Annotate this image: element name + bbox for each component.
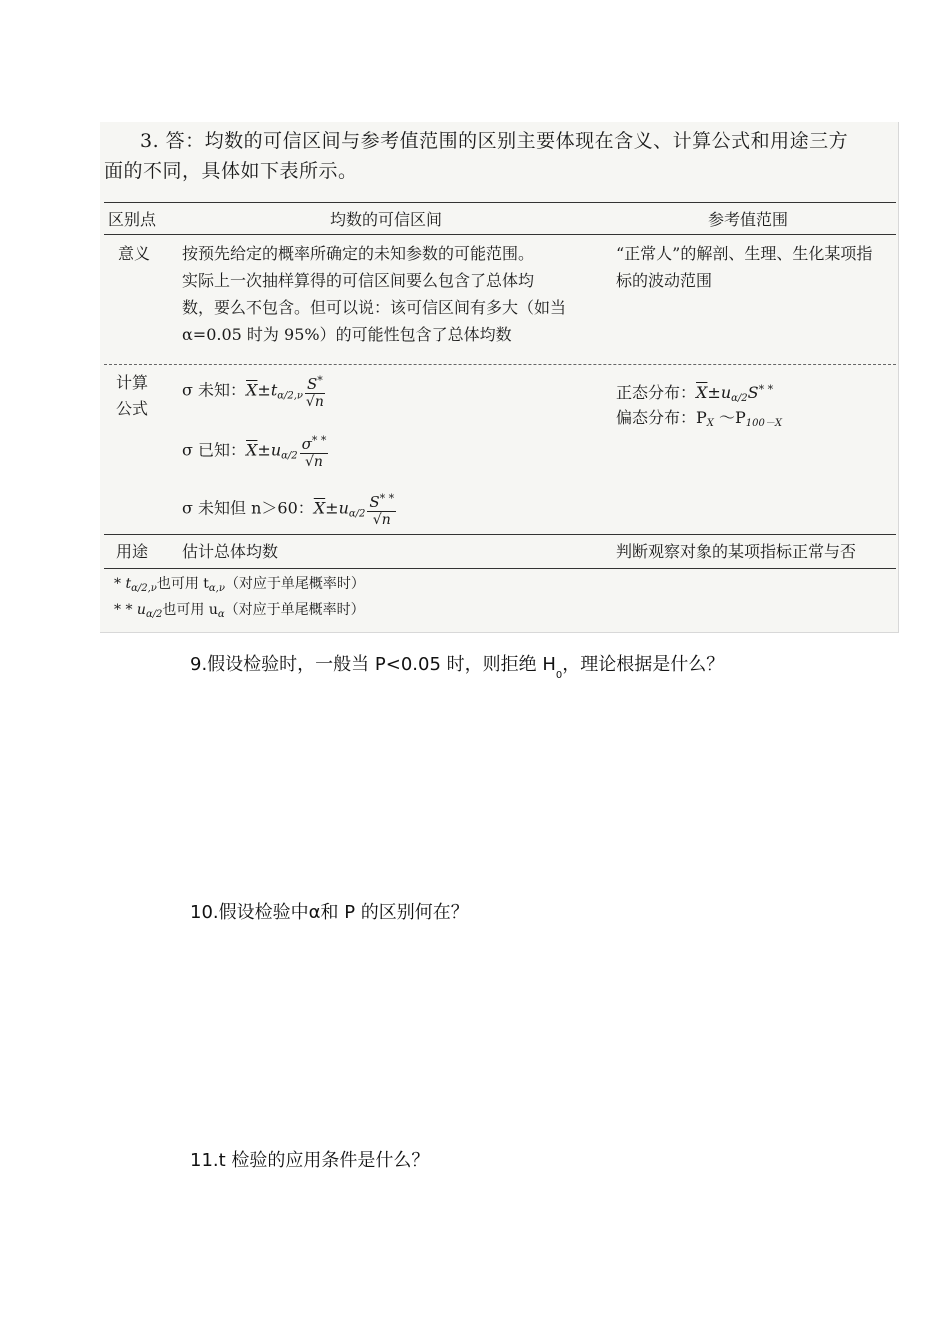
p-subscript: X [706, 418, 714, 429]
p-subscript: 100－X [745, 418, 782, 429]
meaning-row-rule [104, 364, 896, 365]
u-subscript: α/2 [348, 508, 366, 520]
ci-formula-sigma-unknown: σ 未知：$\overline{X}\pm t_{\alpha/2,\nu}$ $\frac{S^*}{√n}$ [182, 374, 324, 410]
meaning-ci-line: α=0.05 时为 95%）的可能性包含了总体均数 [182, 325, 512, 344]
ref-formula-normal: 正态分布：$\overline{X}\pm u_{\alpha/2}S^{* *}$ [616, 383, 774, 404]
footnote-subscript: α [217, 609, 225, 620]
u-subscript: α/2 [281, 450, 298, 462]
ci-formula-sigma-known: σ 已知：$\overline{X}\pm u_{\alpha/2}$ $\frac{\sigma^{* *}}{√n}$ [182, 434, 327, 470]
question-9-text: ，理论根据是什么？ [562, 654, 725, 675]
star-mark: * * [379, 492, 395, 505]
footnote-text: 也可用 u [162, 602, 218, 618]
denominator: √n [372, 512, 391, 528]
meaning-ref-text [616, 240, 896, 294]
meaning-ci-line: 按预先给定的概率所确定的未知参数的可能范围。 [182, 244, 535, 263]
header-rule [104, 234, 896, 235]
footnote-text: 也可用 t [156, 576, 209, 592]
footnote-text: （对应于单尾概率时） [224, 602, 365, 618]
denominator: √n [305, 454, 323, 470]
question-11: 11.t 检验的应用条件是什么？ [190, 1150, 430, 1171]
meaning-ci-line: 实际上一次抽样算得的可信区间要么包含了总体均 [182, 271, 535, 290]
meaning-ci-text [182, 240, 622, 348]
formula-label-line: 公式 [116, 399, 149, 418]
table-top-rule [104, 202, 896, 203]
footnote-mark: * [114, 576, 121, 592]
formula-label-line: 计算 [116, 373, 149, 392]
footnote-subscript: α,ν [208, 583, 225, 594]
skewed-label: 偏态分布：P [616, 408, 707, 427]
footnote-text: （对应于单尾概率时） [224, 576, 365, 592]
header-ci: 均数的可信区间 [330, 210, 443, 229]
ci-formula-large-n: σ 未知但 n＞60：$\overline{X}\pm u_{\alpha/2}$ $\frac{S^{* *}}{√n}$ [182, 492, 395, 528]
header-diff-point: 区别点 [108, 210, 157, 229]
question-9 [190, 650, 724, 681]
answer-intro [104, 126, 896, 186]
question-10: 10.假设检验中α和 P 的区别何在？ [190, 902, 469, 923]
usage-ref-text: 判断观察对象的某项指标正常与否 [616, 542, 857, 561]
footnote-1 [114, 574, 365, 599]
usage-ci-text: 估计总体均数 [182, 542, 279, 561]
formula-prefix: 正态分布： [616, 383, 697, 402]
s-symbol: S [747, 383, 759, 402]
numerator: S [307, 375, 318, 393]
x-bar: $\overline{X}$ [696, 383, 708, 402]
star-mark: * [317, 374, 323, 387]
x-bar: $\overline{X}$ [246, 440, 258, 460]
star-mark: * * [311, 434, 327, 447]
footnote-mark: * * [114, 602, 133, 618]
fraction [300, 432, 329, 470]
row-label-meaning: 意义 [118, 244, 151, 263]
meaning-ci-line: 数，要么不包含。但可以说：该可信区间有多大（如当 [182, 298, 567, 317]
star-mark: * * [758, 383, 774, 396]
plus-minus: ± [257, 380, 271, 400]
formula-prefix: σ 未知但 n＞60： [182, 498, 314, 518]
intro-line-1: 3. 答：均数的可信区间与参考值范围的区别主要体现在含义、计算公式和用途三方 [140, 130, 849, 152]
t-subscript: α/2,ν [277, 390, 303, 402]
x-bar: $\overline{X}$ [313, 498, 326, 518]
footnote-symbol: u [136, 602, 146, 618]
ref-formula-skewed [616, 404, 782, 437]
header-ref-range: 参考值范围 [708, 210, 789, 229]
footnote-symbol: t [125, 576, 132, 592]
formula-prefix: σ 已知： [182, 440, 247, 460]
row-label-formula [116, 370, 148, 422]
numerator: S [369, 493, 380, 511]
scanned-answer-image [100, 122, 899, 633]
formula-row-rule [104, 534, 896, 535]
fraction [305, 372, 325, 410]
fraction [367, 490, 396, 528]
x-bar: $\overline{X}$ [246, 380, 258, 400]
question-9-text: 9.假设检验时，一般当 P<0.05 时，则拒绝 H [190, 654, 556, 675]
plus-minus: ± [257, 440, 271, 460]
plus-minus: ± [325, 498, 339, 518]
plus-minus: ± [707, 383, 721, 402]
intro-line-2: 面的不同，具体如下表所示。 [104, 160, 358, 182]
footnote-2 [114, 600, 365, 625]
tilde-p: ～P [713, 408, 746, 427]
meaning-ref-line: “正常人”的解剖、生理、生化某项指 [616, 244, 873, 263]
footnote-subscript: α/2,ν [131, 583, 157, 594]
table-bottom-rule [104, 568, 896, 569]
u-subscript: α/2 [731, 393, 748, 404]
denominator: √n [305, 394, 324, 410]
formula-prefix: σ 未知： [182, 380, 247, 400]
row-label-usage: 用途 [116, 542, 149, 561]
footnote-subscript: α/2 [145, 609, 163, 620]
numerator: σ [301, 435, 312, 453]
meaning-ref-line: 标的波动范围 [616, 271, 713, 290]
h0-subscript: 0 [555, 670, 563, 681]
